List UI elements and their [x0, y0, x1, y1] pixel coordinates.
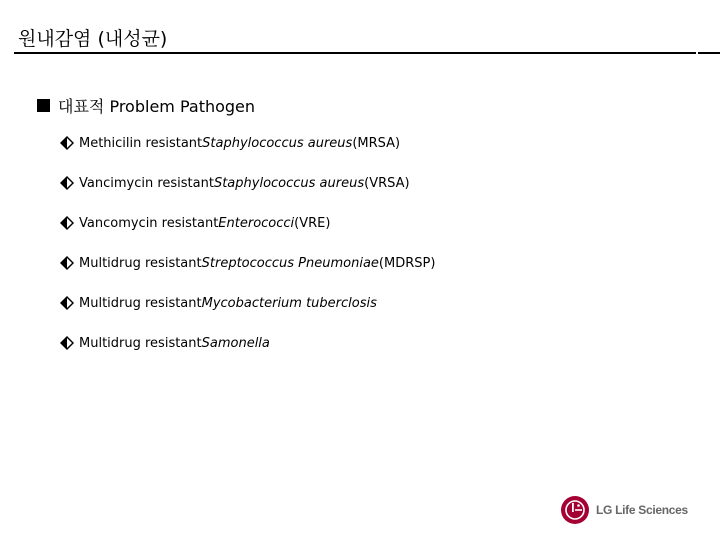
title-divider	[14, 52, 696, 54]
list-item	[60, 335, 435, 351]
title-divider-tail	[698, 52, 720, 54]
item-organism: Staphylococcus aureus	[202, 135, 353, 151]
section-heading	[37, 94, 255, 117]
pathogen-list	[60, 135, 435, 375]
item-prefix: Multidrug resistant	[79, 255, 202, 271]
diamond-bullet-icon	[60, 336, 74, 350]
list-item	[60, 135, 435, 151]
item-prefix: Methicilin resistant	[79, 135, 203, 151]
item-organism: Staphylococcus aureus	[213, 175, 365, 191]
item-suffix: (MDRSP)	[378, 255, 436, 271]
item-prefix: Multidrug resistant	[79, 295, 202, 311]
list-item	[60, 175, 435, 191]
diamond-bullet-icon	[60, 256, 74, 270]
diamond-bullet-icon	[60, 216, 74, 230]
diamond-bullet-icon	[60, 296, 74, 310]
item-suffix: (VRE)	[294, 215, 331, 231]
square-bullet-icon	[37, 99, 50, 112]
lg-life-sciences-logo	[560, 495, 688, 525]
logo-wordmark: LG Life Sciences	[596, 503, 688, 517]
item-organism: Samonella	[201, 335, 270, 351]
item-organism: Mycobacterium tuberclosis	[201, 295, 377, 311]
section-heading-text: 대표적 Problem Pathogen	[58, 97, 256, 116]
item-suffix: (VRSA)	[364, 175, 410, 191]
diamond-bullet-icon	[60, 176, 74, 190]
list-item	[60, 295, 435, 311]
item-prefix: Multidrug resistant	[79, 335, 202, 351]
list-item	[60, 215, 435, 231]
diamond-bullet-icon	[60, 136, 74, 150]
item-suffix: (MRSA)	[352, 135, 401, 151]
lg-face-icon	[560, 495, 590, 525]
item-prefix: Vancimycin resistant	[79, 175, 214, 191]
list-item	[60, 255, 435, 271]
item-organism: Streptococcus Pneumoniae	[201, 255, 379, 271]
item-prefix: Vancomycin resistant	[79, 215, 219, 231]
slide-title: 원내감염 (내성균)	[18, 28, 168, 50]
item-organism: Enterococci	[218, 215, 295, 231]
